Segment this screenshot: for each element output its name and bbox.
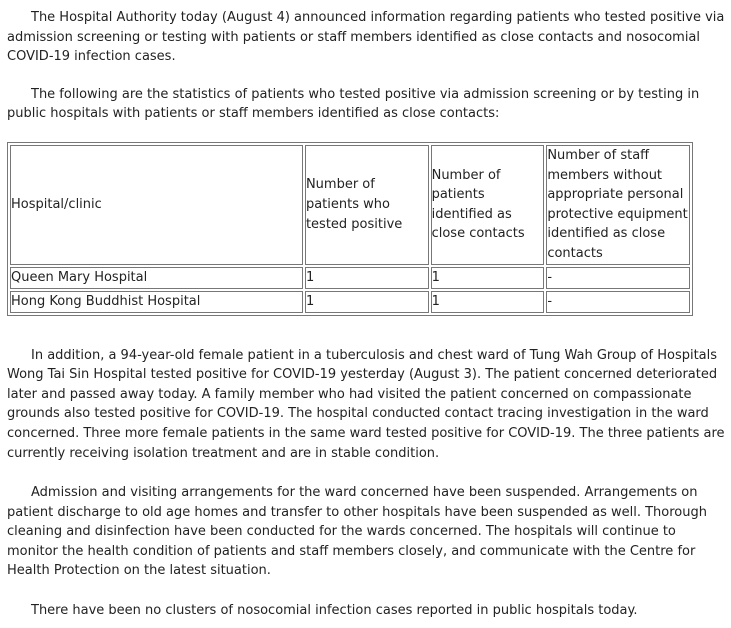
- press-release-body: [7, 8, 725, 621]
- table-row: [10, 291, 690, 313]
- cell-staff-close-contacts: -: [546, 291, 690, 313]
- table-row: [10, 267, 690, 289]
- header-staff-close-contacts: Number of staff members without appropriate personal protective equipment identified as close contacts: [546, 145, 690, 265]
- cell-staff-close-contacts: -: [546, 267, 690, 289]
- statistics-table: [7, 142, 693, 316]
- header-patients-tested-positive: Number of patients who tested positive: [305, 145, 429, 265]
- header-patients-close-contacts: Number of patients identified as close contacts: [431, 145, 545, 265]
- cell-patients-tested-positive: 1: [305, 291, 429, 313]
- table-header-row: [10, 145, 690, 265]
- case-details-paragraph: In addition, a 94-year-old female patient in a tuberculosis and chest ward of Tung Wah Group of Hospitals Wong Tai Sin Hospital tested positive for COVID-19 yesterday (August 3). The patient concerned deteriorated later and passed away today. A family member who had visited the patient concerned on compassionate grounds also tested positive for COVID-19. The hospital conducted contact tracing investigation in the ward concerned. Three more female patients in the same ward tested positive for COVID-19. The three patients are currently receiving isolation treatment and are in stable condition.: [7, 347, 725, 461]
- statistics-intro-paragraph: The following are the statistics of patients who tested positive via admission screening or by testing in public hospitals with patients or staff members identified as close contacts:: [7, 86, 700, 122]
- intro-paragraph: The Hospital Authority today (August 4) announced information regarding patients who tested positive via admission screening or testing with patients or staff members identified as close contacts and nosocomial COVID-19 infection cases.: [7, 10, 725, 65]
- arrangements-paragraph: Admission and visiting arrangements for the ward concerned have been suspended. Arrangements on patient discharge to old age homes and transfer to other hospitals have been suspended as well. Thorough cleaning and disinfection have been conducted for the wards concerned. The hospitals will continue to monitor the health condition of patients and staff members closely, and communicate with the Centre for Health Protection on the latest situation.: [7, 485, 707, 579]
- cell-patients-close-contacts: 1: [431, 291, 545, 313]
- cell-patients-close-contacts: 1: [431, 267, 545, 289]
- cell-hospital: Queen Mary Hospital: [10, 267, 303, 289]
- cell-patients-tested-positive: 1: [305, 267, 429, 289]
- cell-hospital: Hong Kong Buddhist Hospital: [10, 291, 303, 313]
- clusters-paragraph: There have been no clusters of nosocomial infection cases reported in public hospitals today.: [31, 603, 638, 619]
- header-hospital-clinic: Hospital/clinic: [10, 145, 303, 265]
